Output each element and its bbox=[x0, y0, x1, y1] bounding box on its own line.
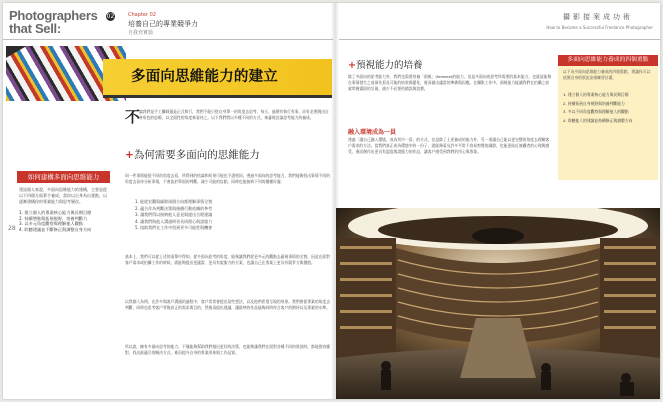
section-title: 多面向思維能力的建立 bbox=[131, 69, 278, 85]
library-photo bbox=[336, 208, 660, 399]
brand-line2: that Sell: bbox=[9, 21, 61, 36]
header-rule-left bbox=[3, 39, 333, 40]
benefit-list-item: 3. 讓我們得以接納他人意見與提出合理建議 bbox=[135, 212, 213, 218]
banner-underline bbox=[103, 95, 332, 98]
header-rule-right bbox=[339, 39, 660, 40]
tips-box-item: 1. 建立個人的專業核心能力與長期目標 bbox=[563, 92, 629, 97]
plus-icon: + bbox=[348, 60, 356, 71]
tips-box-list bbox=[563, 92, 655, 126]
benefit-list bbox=[135, 199, 325, 232]
series-title: 攝影接案成功術 bbox=[563, 13, 633, 21]
benefit-list-item: 5. 協助我們在工作中找到更多可能性與機會 bbox=[135, 225, 213, 231]
sidebar-list-item: 3. 以多元角度觀察與理解他人觀點 bbox=[19, 221, 83, 227]
benefit-list-item: 1. 能從宏觀與細節兩個方向都理解事情全貌 bbox=[135, 199, 213, 204]
tips-box-body: 以下為多面向思維能力養成的四個重點，建議你可以依照自身的狀況安排練習計畫。 bbox=[563, 69, 651, 80]
right-paragraph-2: 透過「讓自己融入環境，成為其中一員」的方式，也是除了上述養成的能力外，另一項讓自己能以更完整的角度去理解客戶需求的方法。當我們真正成為環境中的一份子，就能夠看見許多平常不容易察覺的細節，也能更貼近被攝者的心理與感受，進而創作出更具有溫度與說服力的作品，讓客戶感受到我們的用心與專業。 bbox=[348, 137, 550, 154]
section-banner bbox=[103, 59, 332, 95]
sidebar-list bbox=[19, 210, 111, 232]
brand-title bbox=[9, 9, 104, 35]
page-number: 28 bbox=[8, 225, 16, 232]
series-subtitle-en: How to Become a Successful Freelance Photographer bbox=[546, 25, 653, 30]
library-illustration bbox=[336, 208, 660, 399]
sidebar-list-item: 2. 持續增進與拓展視野，培養判斷力 bbox=[19, 215, 88, 221]
magazine-spread bbox=[3, 3, 660, 399]
section-heading-text: 為何需要多面向的思維能力 bbox=[133, 149, 260, 161]
body-paragraph-4: 所以說，擁有多面向思考的能力，不僅能夠幫助我們做出更好的決策，也能夠讓我們在面對各種不同的狀況時，都能從容應對，找出最適合的解決方式，進而提升自身的專業形象與工作品質。 bbox=[125, 344, 331, 355]
tips-box-item: 4. 聆聽他人的建議並持續修正與調整方向 bbox=[563, 117, 633, 123]
right-heading bbox=[348, 57, 422, 71]
sidebar-heading: 如何建構多面向思維能力 bbox=[17, 171, 110, 183]
sidebar-body: 建設個人來說，多面向思維能力的建構，主要是從以下四個方面著手養成，當你以自身為出發點，以逐漸建構你的專業能力與思考層次。 bbox=[19, 187, 107, 204]
sidebar-list-item: 1. 建立個人的專業核心能力與長期目標 bbox=[19, 210, 92, 215]
right-paragraph-1: 除了多面向的思考能力外，我們也需要培養「預視」(foresee)的能力，這是多面向的思考所需要的基本能力，也就是能夠在事情發生之前預先看見可能的結果與變化，進而做出適當的準備與因應。在攝影工作中，預視能力能讓我們在拍攝之前就掌握畫面的呈現，減少不必要的錯誤與浪費。 bbox=[348, 74, 552, 91]
chapter-title: 培養自己的專業競爭力 bbox=[128, 20, 198, 28]
chapter-subtitle: 自我充實篇 bbox=[128, 30, 154, 36]
body-paragraph-2: 基本上，我們可以從上述的清單中得知，從多面向思考的角度，能夠讓我們從更多元的觀點去審視事情的全貌，因此在面對客戶需求或拍攝工作的時候，就能夠提出更適當、更具有說服力的方案，也讓自己在專業上更具有競爭力與價值。 bbox=[125, 254, 331, 265]
tips-box-heading: 多面向思維能力養成的四個重點 bbox=[558, 55, 658, 66]
tips-box-item: 2. 持續拓展自身視野與培養判斷能力 bbox=[563, 100, 625, 106]
chapter-number-badge: 02 bbox=[106, 13, 115, 20]
right-subheading: 融入環境成為一員 bbox=[348, 129, 397, 136]
right-heading-text: 預視能力的培養 bbox=[355, 60, 423, 71]
drop-cap: 不 bbox=[125, 110, 141, 126]
tips-box bbox=[558, 55, 658, 180]
sidebar-list-item: 4. 聆聽建議並不斷修正與調整自身方向 bbox=[19, 226, 92, 232]
body-paragraph-3: 以我個人為例，在許多與客戶溝通的過程中，客戶常常會提出某些想法，以及他們希望呈現的效果。我們會從專業的角度去判斷，同時也思考客戶背後真正的需求與目的，然後再提出建議，讓最終的作品能夠同時符合客戶的期待以及專業的水準。 bbox=[125, 299, 331, 310]
plus-icon: + bbox=[125, 149, 134, 161]
spine-gutter bbox=[331, 3, 339, 399]
tips-box-item: 3. 多以不同角度觀察與理解他人的觀點 bbox=[563, 109, 629, 115]
brand-line1: Photographers bbox=[9, 8, 98, 23]
section-heading bbox=[125, 147, 260, 162]
intro-paragraph: 論我們是手工攝師還是正式執行，我們不能只從自身單一的角度去思考，每天、過期有執行有事，而有必要跳出自身角色的思維，以全面性的角度來看待之。以下我們將以多種不同的方式，來審視討論思考能力的養成。 bbox=[139, 109, 329, 120]
benefit-list-item: 4. 讓我們與他人溝通時更具同理心與說服力 bbox=[135, 218, 213, 224]
body-paragraph-1: 同一件事情能從不同的角度去看，所得到的結論和結果可能也不盡相同。透過多面向的思考能力，我們能夠找出事情不同的角度去看待分析事情，不會流於單面的判斷，減少可能的盲點，同時也能接納下列的種種好處： bbox=[125, 173, 331, 184]
chapter-label: Chapter 02 bbox=[128, 12, 156, 18]
benefit-list-item: 2. 適合作為判斷決策與後續行動依據的參考 bbox=[135, 205, 213, 211]
